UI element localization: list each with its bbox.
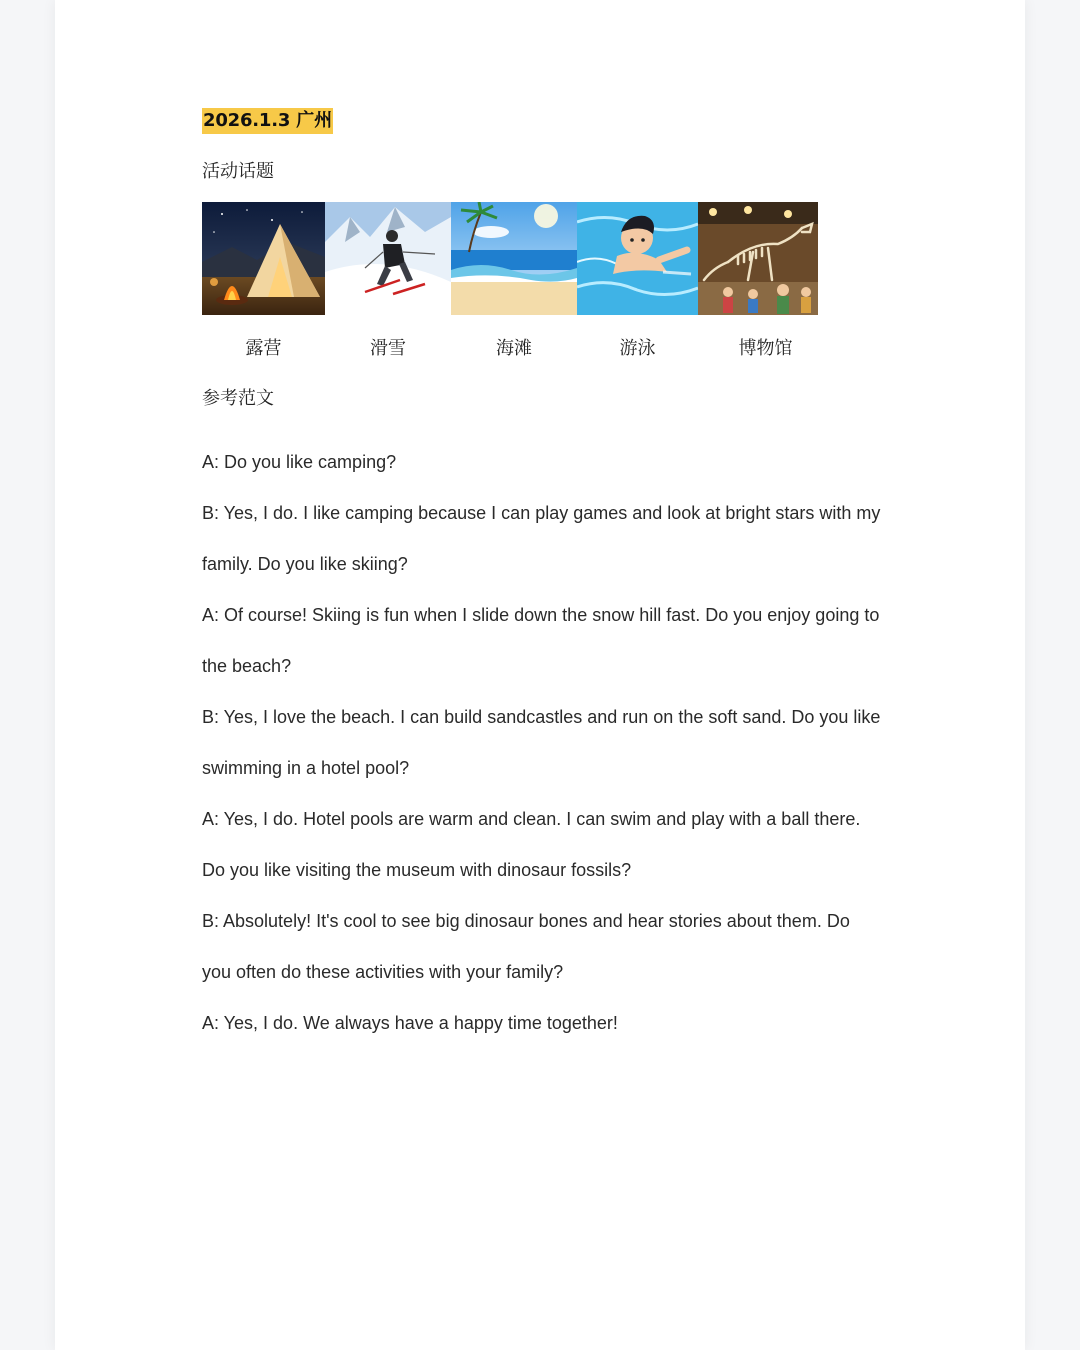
caption-beach: 海滩: [496, 338, 532, 359]
caption-museum: 博物馆: [738, 338, 793, 359]
date-location-line: [202, 108, 892, 134]
topic-image-strip: [202, 202, 892, 315]
swimming-image: [577, 202, 698, 315]
topics-label: 活动话题: [202, 161, 274, 182]
document-page: [55, 0, 1025, 1350]
dialogue-line: A: Yes, I do. We always have a happy time together!: [202, 1013, 618, 1033]
dialogue-line: A: Yes, I do. Hotel pools are warm and clean. I can swim and play with a ball there. Do you like visiting the museum with dinosaur fossils?: [202, 809, 861, 880]
dialogue-line: A: Do you like camping?: [202, 452, 397, 472]
reference-dialogue: [202, 437, 882, 1049]
skiing-image: [325, 202, 451, 315]
document-content: [202, 108, 892, 1049]
caption-camping: 露营: [245, 338, 282, 359]
museum-dinosaur-image: [698, 202, 818, 315]
date-location-highlight: 2026.1.3 广州: [202, 108, 333, 134]
reference-label: 参考范文: [202, 388, 274, 409]
caption-skiing: 滑雪: [370, 338, 406, 359]
beach-image: [451, 202, 577, 315]
dialogue-line: B: Yes, I love the beach. I can build sandcastles and run on the soft sand. Do you like swimming in a hotel pool?: [202, 707, 881, 778]
dialogue-line: A: Of course! Skiing is fun when I slide down the snow hill fast. Do you enjoy going to the beach?: [202, 605, 880, 676]
dialogue-line: B: Yes, I do. I like camping because I can play games and look at bright stars with my family. Do you like skiing?: [202, 503, 881, 574]
dialogue-line: B: Absolutely! It's cool to see big dinosaur bones and hear stories about them. Do you often do these activities with your family?: [202, 911, 850, 982]
camping-tent-image: [202, 202, 325, 315]
caption-swimming: 游泳: [619, 338, 656, 359]
topic-captions: [202, 334, 892, 364]
